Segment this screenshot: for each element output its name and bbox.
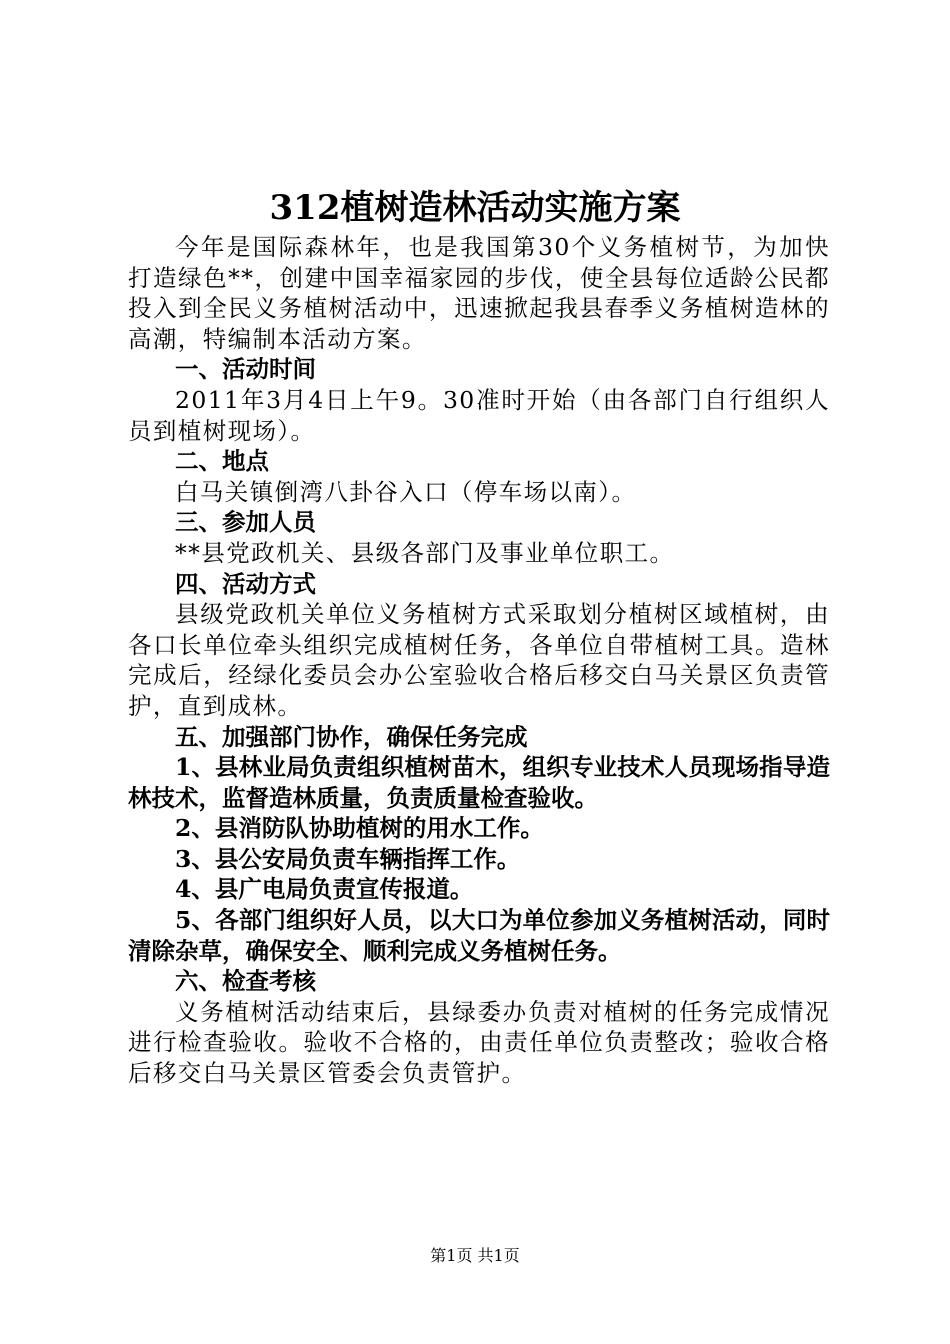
section-paragraph: 4、县广电局负责宣传报道。	[175, 875, 474, 904]
section-heading: 二、地点	[175, 447, 269, 476]
section-paragraph: 3、县公安局负责车辆指挥工作。	[175, 844, 521, 873]
section-activity-time	[128, 354, 830, 446]
section-paragraph: **县党政机关、县级各部门及事业单位职工。	[175, 538, 675, 567]
page-footer: 第1页 共1页	[430, 1246, 520, 1265]
document-body	[128, 232, 830, 1089]
section-inspection	[128, 966, 830, 1088]
section-paragraph: 县级党政机关单位义务植树方式采取划分植树区域植树，由各口长单位牵头组织完成植树任务，各单位自带植树工具。造林完成后，经绿化委员会办公室验收合格后移交白马关景区负责管护，直到成林。	[128, 600, 830, 720]
section-location	[128, 446, 830, 507]
section-activity-method	[128, 569, 830, 722]
section-heading: 三、参加人员	[175, 508, 316, 537]
section-paragraph: 5、各部门组织好人员，以大口为单位参加义务植树活动，同时清除杂草，确保安全、顺利完成义务植树任务。	[128, 906, 830, 965]
section-paragraph: 义务植树活动结束后，县绿委办负责对植树的任务完成情况进行检查验收。验收不合格的，由责任单位负责整改；验收合格后移交白马关景区管委会负责管护。	[128, 997, 830, 1088]
document-title: 312植树造林活动实施方案	[269, 188, 681, 228]
section-heading: 五、加强部门协作，确保任务完成	[175, 722, 528, 751]
section-paragraph: 白马关镇倒湾八卦谷入口（停车场以南）。	[175, 477, 637, 506]
section-paragraph: 2、县消防队协助植树的用水工作。	[175, 814, 544, 843]
section-paragraph: 2011年3月4日上午9。30准时开始（由各部门自行组织人员到植树现场）。	[128, 385, 830, 445]
section-heading: 四、活动方式	[175, 569, 316, 598]
section-heading: 六、检查考核	[175, 967, 316, 996]
intro-paragraph: 今年是国际森林年，也是我国第30个义务植树节，为加快打造绿色**，创建中国幸福家园的步伐，使全县每位适龄公民都投入到全民义务植树活动中，迅速掀起我县春季义务植树造林的高潮，特编制本活动方案。	[128, 233, 830, 353]
section-heading: 一、活动时间	[175, 355, 316, 384]
section-coordination	[128, 722, 830, 967]
section-paragraph: 1、县林业局负责组织植树苗木，组织专业技术人员现场指导造林技术，监督造林质量，负责质量检查验收。	[128, 753, 830, 812]
section-participants	[128, 507, 830, 568]
